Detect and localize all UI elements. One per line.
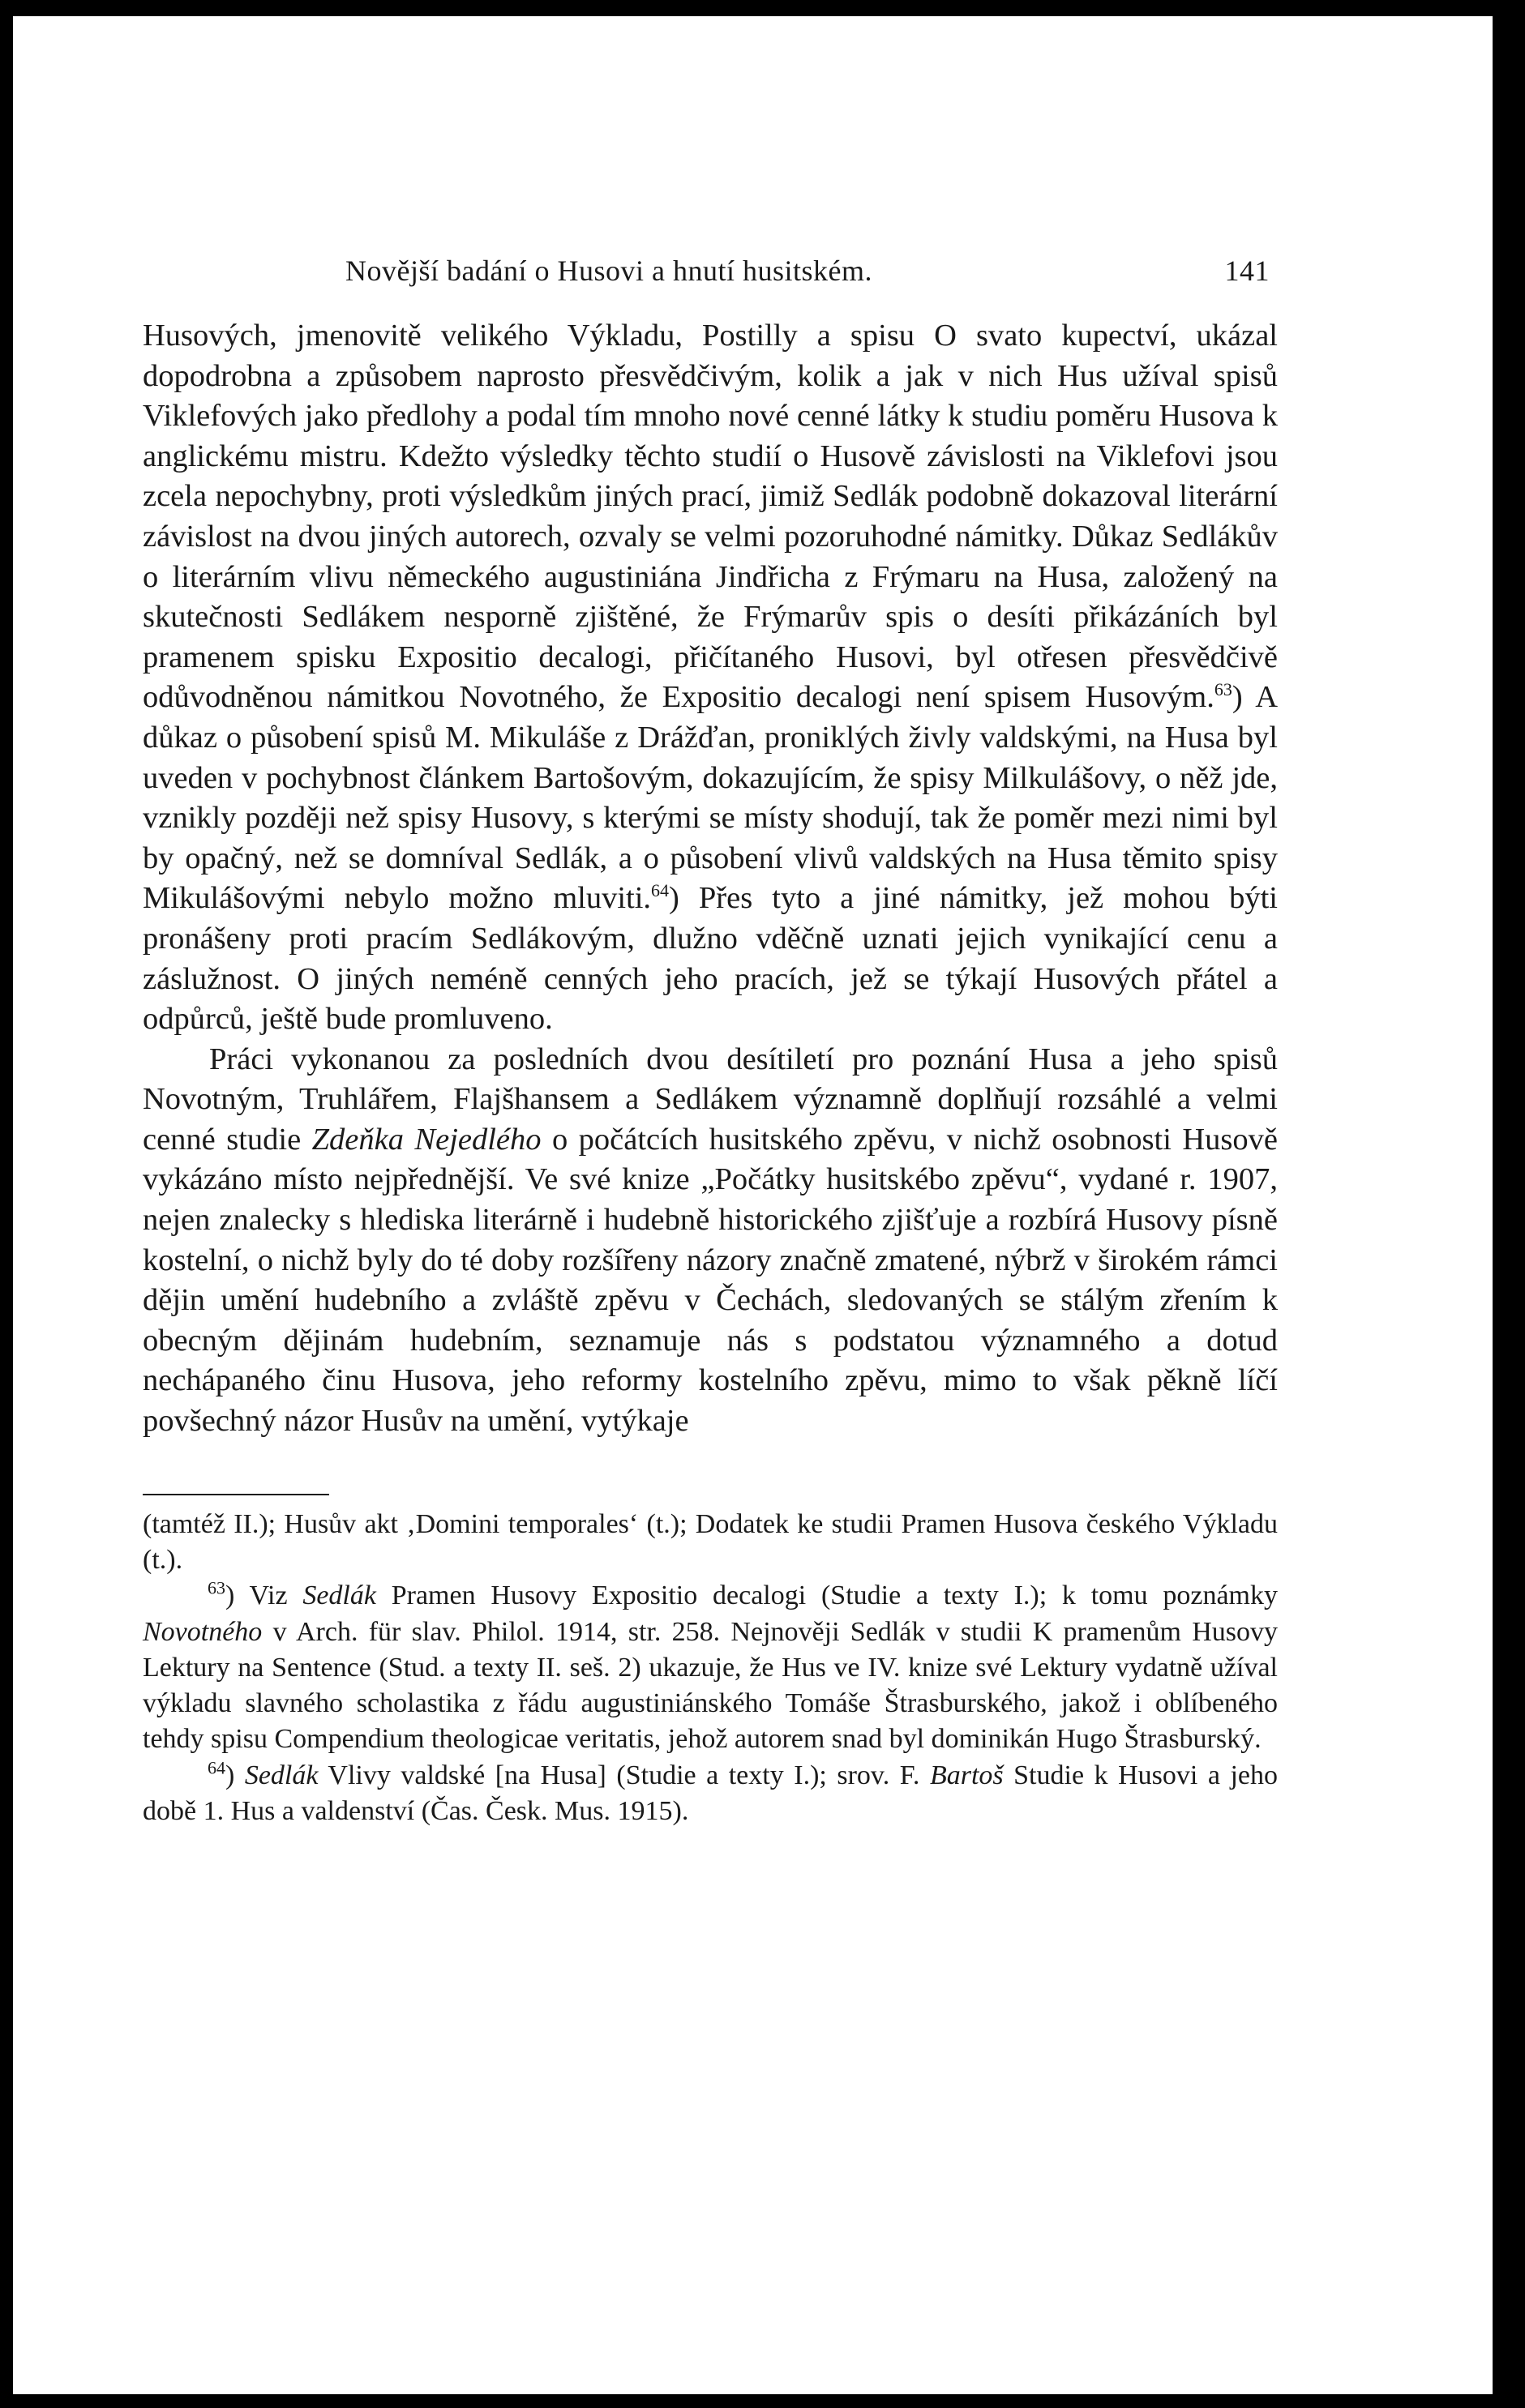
footnote-ref-64: 64 <box>651 880 670 901</box>
paragraph-1-text: Husových, jmenovitě velikého Výkladu, Postilly a spisu O svato kupectví, ukázal dopodrobna a způsobem naprosto přesvědčivým, kolik a jak v nich Hus užíval spisů Viklefových jako předlohy a podal tím mnoho nové cenné látky k studiu poměru Husova k anglickému mistru. Kdežto výsledky těchto studií o Husově závislosti na Viklefovi jsou zcela nepochybny, proti výsledkům jiných prací, jimiž Sedlák podobně dokazoval literární závislost na dvou jiných autorech, ozvaly se velmi pozoruhodné námitky. Důkaz Sedlákův o literárním vlivu německého augustiniána Jindřicha z Frýmaru na Husa, založený na skutečnosti Sedlákem nesporně zjištěné, že Frýmarův spis o desíti přikázáních byl pramenem spisku Expositio decalogi, přičítaného Husovi, byl otřesen přesvědčivě odůvodněnou námitkou Novotného, že Expositio decalogi není spisem Husovým. <box>143 319 1278 715</box>
footnote-64-text-c: Studie k Husovi a jeho době 1. Hus a valdenství (Čas. Česk. Mus. 1915). <box>143 1760 1278 1826</box>
footnote-63-text-b: Pramen Husovy Expositio decalogi (Studie a texty I.); k tomu poznámky <box>375 1580 1278 1611</box>
paragraph-1-text-c: ) Přes tyto a jiné námitky, jež mohou býti pronášeny proti pracím Sedlákovým, dlužno vděčně uznati jejich vynikající cenu a záslužnost. O jiných neméně cenných jeho pracích, jež se týkají Husových přátel a odpůrců, ještě bude promluveno. <box>143 881 1278 1037</box>
footnote-64-mark: 64 <box>208 1757 225 1778</box>
footnote-64-author-2: Bartoš <box>929 1760 1004 1790</box>
paragraph-2-author: Zdeňka Nejedlého <box>311 1122 542 1157</box>
footnote-64 <box>143 1758 1278 1830</box>
running-head-title: Novější badání o Husovi a hnutí husitském. <box>345 254 872 287</box>
footnote-63 <box>143 1578 1278 1757</box>
footnote-63-text-a: ) Viz <box>225 1580 303 1611</box>
paragraph-2-text-a: Práci vykonanou za posledních dvou desítiletí pro poznání Husa a jeho spisů Novotným, Truhlářem, Flajšhansem a Sedlákem významně doplňují rozsáhlé a velmi cenné studie <box>143 1041 1278 1157</box>
footnote-64-author-1: Sedlák <box>244 1760 319 1790</box>
paragraph-1-text-b: ) A důkaz o působení spisů M. Mikuláše z Drážďan, proniklých živly valdskými, na Husa byl uveden v pochybnost článkem Bartošovým, dokazujícím, že spisy Milkulášovy, o něž jde, vznikly později než spisy Husovy, s kterými se místy shodují, tak že poměr mezi nimi byl by opačný, než se domníval Sedlák, a o působení vlivů valdských na Husa těmito spisy Mikulášovými nebylo možno mluviti. <box>143 680 1278 916</box>
page-content <box>143 247 1278 1829</box>
page-number: 141 <box>1224 254 1270 287</box>
paragraph-1 <box>143 316 1278 1040</box>
footnote-divider <box>143 1494 329 1495</box>
running-head <box>143 247 1278 296</box>
footnote-continuation: (tamtéž II.); Husův akt ‚Domini temporales‘ (t.); Dodatek ke studii Pramen Husova českého Výkladu (t.). <box>143 1508 1278 1575</box>
footnote-63-author-2: Novotného <box>143 1616 263 1647</box>
paragraph-2 <box>143 1040 1278 1442</box>
footnote-64-text-a: ) <box>225 1760 245 1790</box>
footnote-63-mark: 63 <box>208 1577 225 1598</box>
footnote-ref-63: 63 <box>1214 679 1232 700</box>
footnotes <box>143 1507 1278 1830</box>
footnote-63-author-1: Sedlák <box>302 1580 376 1611</box>
body-text <box>143 316 1278 1442</box>
footnote-63-text-c: v Arch. für slav. Philol. 1914, str. 258. Nejnověji Sedlák v studii K pramenům Husovy Lektury na Sentence (Stud. a texty II. seš. 2) ukazuje, že Hus ve IV. knize své Lektury vydatně užíval výkladu slavného scholastika z řádu augustiniánského Tomáše Štrasburského, jakož i oblíbeného tehdy spisu Compendium theologicae veritatis, jehož autorem snad byl dominikán Hugo Štrasburský. <box>143 1616 1278 1755</box>
footnote-64-text-b: Vlivy valdské [na Husa] (Studie a texty I.); srov. F. <box>318 1760 930 1790</box>
paragraph-2-text-b: o počátcích husitského zpěvu, v nichž osobnosti Husově vykázáno místo nejpřednější. Ve své knize „Počátky husitskébo zpěvu“, vydané r. 1907, nejen znalecky s hlediska literárně i hudebně historického zjišťuje a rozbírá Husovy písně kostelní, o nichž byly do té doby rozšířeny názory značně zmatené, nýbrž v širokém rámci dějin umění hudebního a zvláště zpěvu v Čechách, sledovaných se stálým zřením k obecným dějinám hudebním, seznamuje nás s podstatou významného a dotud nechápaného činu Husova, jeho reformy kostelního zpěvu, mimo to však pěkně líčí povšechný názor Husův na umění, vytýkaje <box>143 1122 1278 1439</box>
scanned-page <box>13 16 1493 2394</box>
